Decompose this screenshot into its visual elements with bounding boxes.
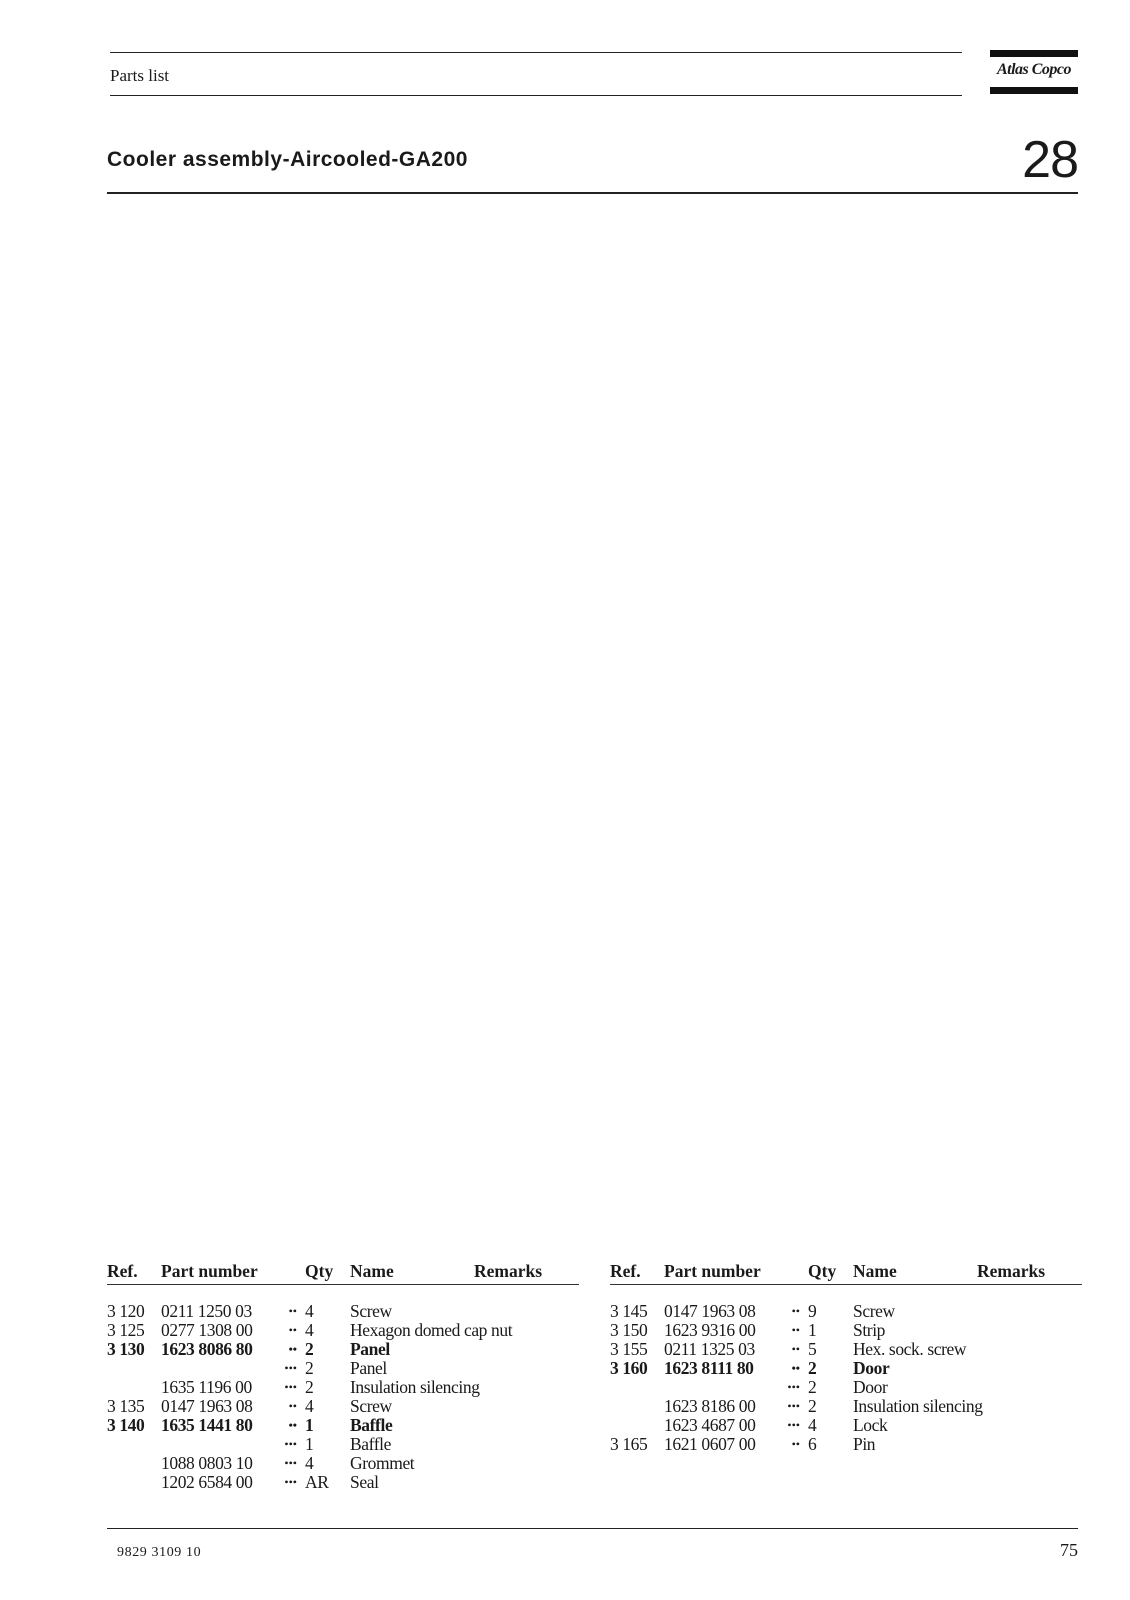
cell-level-dots: •• [791,1437,800,1451]
cell-qty: 1 [808,1320,817,1340]
cell-qty: AR [305,1472,329,1492]
cell-ref: 3 140 [107,1415,145,1435]
cell-name: Insulation silencing [350,1377,480,1397]
section-title: Cooler assembly-Aircooled-GA200 [107,148,468,171]
atlas-copco-logo [990,50,1078,94]
cell-name: Screw [853,1301,895,1321]
cell-name: Baffle [350,1434,392,1454]
cell-level-dots: •• [288,1399,297,1413]
table-body [107,1285,579,1492]
cell-level-dots: ••• [787,1418,800,1432]
table-header [107,1262,579,1285]
cell-qty: 2 [305,1358,314,1378]
table-row [107,1321,579,1340]
cell-level-dots: •• [791,1323,800,1337]
table-row [610,1416,1082,1435]
page-number: 75 [1060,1540,1078,1560]
cell-level-dots: •• [288,1342,297,1356]
logo-wordmark: Atlas Copco [996,61,1072,78]
cell-qty: 1 [305,1434,314,1454]
cell-ref: 3 145 [610,1301,648,1321]
logo-bottom-bar [990,87,1078,94]
table-row [610,1378,1082,1397]
cell-qty: 2 [808,1377,817,1397]
cell-qty: 4 [305,1453,314,1473]
cell-ref: 3 130 [107,1339,145,1359]
cell-qty: 2 [808,1396,817,1416]
cell-level-dots: ••• [284,1361,297,1375]
table-row [107,1416,579,1435]
header-qty: Qty [808,1261,837,1281]
cell-qty: 9 [808,1301,817,1321]
illustration-area [107,210,1078,1250]
table-row [107,1435,579,1454]
header-part-number: Part number [664,1261,761,1281]
cell-part-number: 1623 4687 00 [664,1415,756,1435]
cell-part-number: 0211 1325 03 [664,1339,755,1359]
cell-qty: 2 [305,1339,314,1359]
cell-name: Lock [853,1415,888,1435]
cell-part-number: 1635 1441 80 [161,1415,253,1435]
cell-level-dots: ••• [787,1380,800,1394]
header-ref: Ref. [107,1261,138,1281]
cell-name: Baffle [350,1415,393,1435]
cell-qty: 1 [305,1415,314,1435]
cell-level-dots: ••• [284,1475,297,1489]
table-row [610,1321,1082,1340]
cell-qty: 2 [808,1358,817,1378]
cell-name: Screw [350,1396,392,1416]
cell-qty: 2 [305,1377,314,1397]
table-row [107,1340,579,1359]
cell-qty: 5 [808,1339,817,1359]
header-part-number: Part number [161,1261,258,1281]
cell-level-dots: •• [288,1323,297,1337]
cell-qty: 4 [305,1320,314,1340]
cell-level-dots: •• [288,1418,297,1432]
cell-part-number: 1623 9316 00 [664,1320,756,1340]
cell-ref: 3 120 [107,1301,145,1321]
cell-name: Door [853,1358,890,1378]
header-remarks: Remarks [474,1261,543,1281]
table-header [610,1262,1082,1285]
cell-name: Door [853,1377,888,1397]
cell-ref: 3 155 [610,1339,648,1359]
cell-name: Insulation silencing [853,1396,983,1416]
document-number: 9829 3109 10 [117,1545,202,1560]
table-body [610,1285,1082,1454]
table-row [610,1359,1082,1378]
table-row [610,1340,1082,1359]
cell-ref: 3 125 [107,1320,145,1340]
cell-qty: 4 [305,1396,314,1416]
table-row [107,1473,579,1492]
cell-qty: 4 [808,1415,817,1435]
table-row [107,1454,579,1473]
cell-name: Grommet [350,1453,415,1473]
cell-level-dots: ••• [284,1380,297,1394]
header-name: Name [853,1261,897,1281]
cell-name: Pin [853,1434,876,1454]
cell-qty: 4 [305,1301,314,1321]
cell-part-number: 1202 6584 00 [161,1472,253,1492]
cell-part-number: 1621 0607 00 [664,1434,756,1454]
table-row [610,1302,1082,1321]
header-name: Name [350,1261,394,1281]
cell-part-number: 0277 1308 00 [161,1320,253,1340]
cell-part-number: 1623 8186 00 [664,1396,756,1416]
cell-name: Panel [350,1358,387,1378]
cell-name: Hex. sock. screw [853,1339,967,1359]
cell-part-number: 0147 1963 08 [664,1301,756,1321]
parts-table-right [610,1262,1082,1454]
cell-part-number: 1623 8111 80 [664,1358,754,1378]
header-qty: Qty [305,1261,334,1281]
cell-name: Hexagon domed cap nut [350,1320,513,1340]
cell-level-dots: ••• [787,1399,800,1413]
cell-level-dots: •• [791,1361,800,1375]
table-row [107,1359,579,1378]
cell-ref: 3 135 [107,1396,145,1416]
cell-ref: 3 160 [610,1358,648,1378]
table-row [610,1435,1082,1454]
cell-part-number: 1635 1196 00 [161,1377,252,1397]
header-bottom-rule [110,95,962,96]
title-rule [107,192,1078,194]
cell-qty: 6 [808,1434,817,1454]
cell-name: Screw [350,1301,392,1321]
footer-rule [107,1528,1078,1529]
cell-name: Panel [350,1339,390,1359]
cell-part-number: 1088 0803 10 [161,1453,253,1473]
section-number: 28 [1022,131,1078,189]
header-remarks: Remarks [977,1261,1046,1281]
header-top-rule [110,52,962,53]
cell-ref: 3 165 [610,1434,648,1454]
header-ref: Ref. [610,1261,641,1281]
table-row [107,1397,579,1416]
running-title: Parts list [110,66,170,85]
cell-part-number: 1623 8086 80 [161,1339,253,1359]
table-row [107,1302,579,1321]
cell-name: Seal [350,1472,379,1492]
cell-ref: 3 150 [610,1320,648,1340]
logo-top-bar [990,50,1078,57]
cell-level-dots: ••• [284,1456,297,1470]
cell-level-dots: ••• [284,1437,297,1451]
table-row [610,1397,1082,1416]
table-row [107,1378,579,1397]
cell-level-dots: •• [791,1342,800,1356]
parts-table-left [107,1262,579,1492]
cell-part-number: 0211 1250 03 [161,1301,252,1321]
cell-level-dots: •• [288,1304,297,1318]
cell-name: Strip [853,1320,886,1340]
cell-part-number: 0147 1963 08 [161,1396,253,1416]
cell-level-dots: •• [791,1304,800,1318]
